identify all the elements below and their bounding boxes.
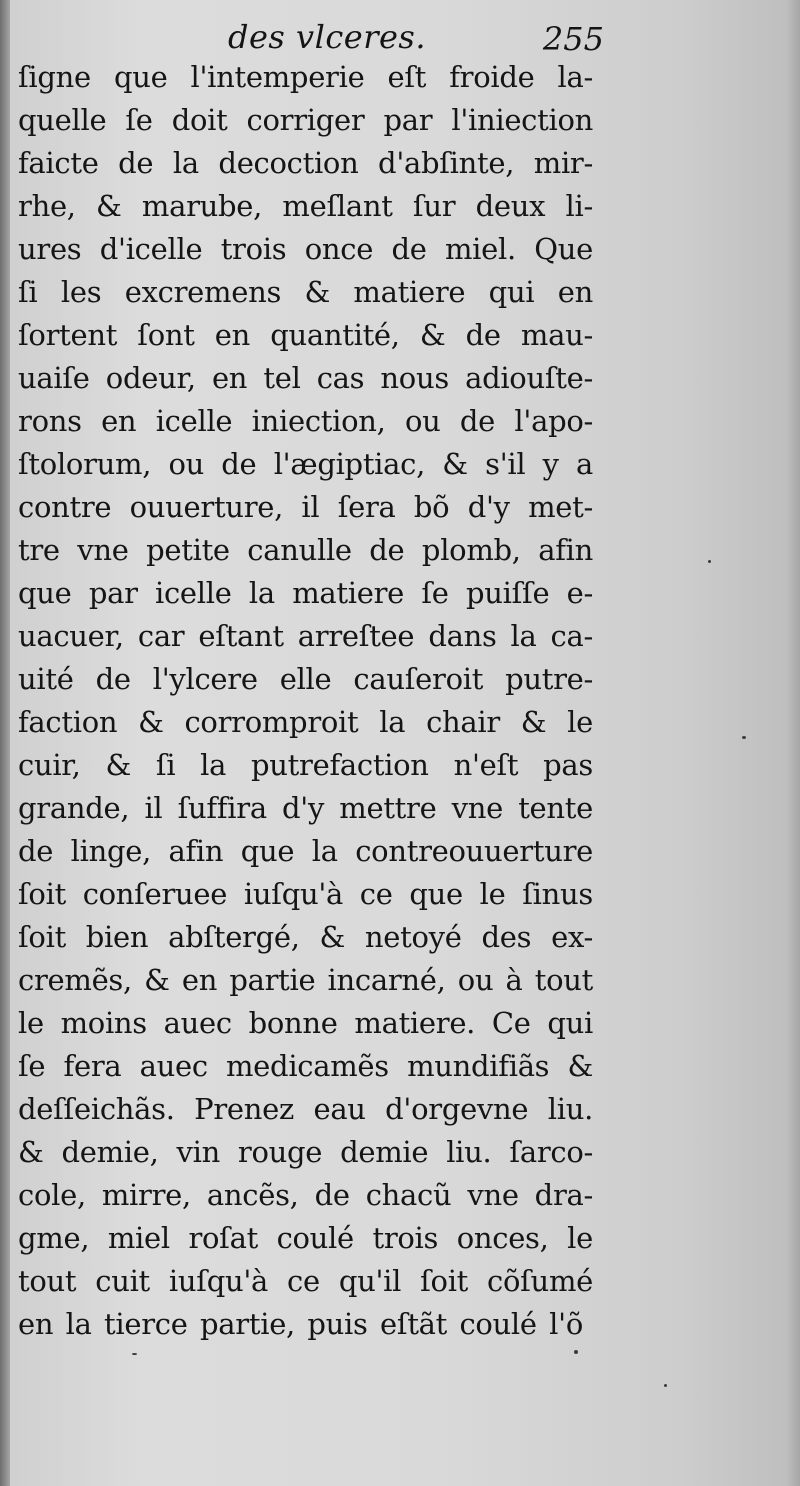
page-number: 255 <box>542 20 604 58</box>
text-line: en la tierce partie, puis eſtãt coulé l'õ <box>18 1307 583 1341</box>
text-line: cremẽs, & en partie incarné, ou à tout <box>18 963 593 997</box>
running-head: des vlceres. <box>228 18 427 56</box>
text-line: ures d'icelle trois once de miel. Que <box>18 232 593 266</box>
paper-speck <box>132 1353 137 1355</box>
text-line: uaiſe odeur, en tel cas nous adiouſte- <box>18 361 593 395</box>
text-line: rons en icelle iniection, ou de l'apo- <box>18 404 593 438</box>
paper-speck <box>742 736 746 739</box>
text-line: contre ouuerture, il ſera bõ d'y met- <box>18 490 593 524</box>
text-line: que par icelle la matiere ſe puiſſe e- <box>18 576 593 610</box>
text-line: faicte de la decoction d'abſinte, mir- <box>18 146 593 180</box>
text-line: ſoit bien abſtergé, & netoyé des ex- <box>18 920 593 954</box>
text-line: rhe, & marube, meſlant ſur deux li- <box>18 189 593 223</box>
text-line: tre vne petite canulle de plomb, afin <box>18 533 593 567</box>
text-line: ſortent ſont en quantité, & de mau- <box>18 318 593 352</box>
text-line: tout cuit iuſqu'à ce qu'il ſoit cõſumé <box>18 1264 593 1298</box>
body-text <box>18 56 593 1346</box>
text-line: faction & corromproit la chair & le <box>18 705 593 739</box>
text-line: gme, miel roſat coulé trois onces, le <box>18 1221 593 1255</box>
text-line: uité de l'ylcere elle cauſeroit putre- <box>18 662 593 696</box>
text-line: le moins auec bonne matiere. Ce qui <box>18 1006 593 1040</box>
paper-speck <box>664 1384 667 1387</box>
paper-speck <box>708 560 711 563</box>
text-line: quelle ſe doit corriger par l'iniection <box>18 103 593 137</box>
page-edge-shadow <box>786 0 800 1486</box>
text-line: ſtolorum, ou de l'ægiptiac, & s'il y a <box>18 447 593 481</box>
text-line: ſi les excremens & matiere qui en <box>18 275 593 309</box>
text-line: cole, mirre, ancẽs, de chacũ vne dra- <box>18 1178 593 1212</box>
text-line: ſoit conſeruee iuſqu'à ce que le ſinus <box>18 877 593 911</box>
text-line: grande, il ſuffira d'y mettre vne tente <box>18 791 593 825</box>
text-line: ſigne que l'intemperie eſt froide la- <box>18 60 593 94</box>
page-header <box>20 14 610 58</box>
text-line: cuir, & ſi la putrefaction n'eſt pas <box>18 748 593 782</box>
text-line: ſe fera auec medicamẽs mundifiãs & <box>18 1049 593 1083</box>
text-line: de linge, afin que la contreouuerture <box>18 834 593 868</box>
text-line: uacuer, car eſtant arreſtee dans la ca- <box>18 619 593 653</box>
text-line: & demie, vin rouge demie liu. ſarco- <box>18 1135 593 1169</box>
page-gutter <box>0 0 10 1486</box>
paper-speck <box>574 1350 578 1354</box>
text-line: deſſeichãs. Prenez eau d'orgevne liu. <box>18 1092 593 1126</box>
